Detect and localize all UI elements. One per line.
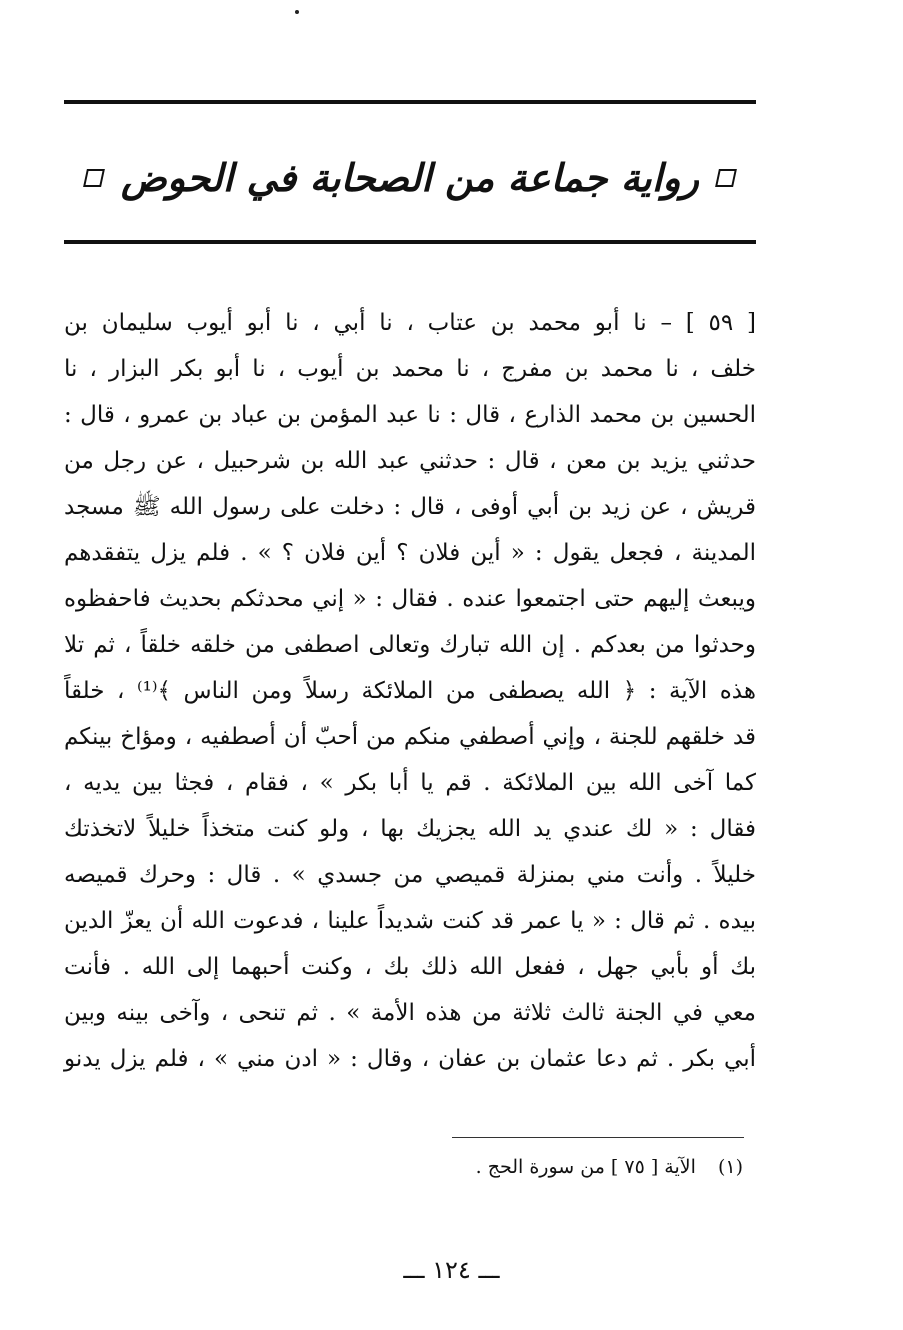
text-line: هذه الآية : ﴿ الله يصطفى من الملائكة رسلاً ومن الناس ﴾⁽¹⁾ ، خلقاً bbox=[64, 678, 756, 704]
footnote-text: الآية [ ٧٥ ] من سورة الحج . bbox=[475, 1156, 696, 1178]
heading-bottom-rule bbox=[64, 240, 756, 244]
hadith-text bbox=[64, 300, 756, 1082]
text-line: [ ٥٩ ] – نا أبو محمد بن عتاب ، نا أبي ، نا أبو أيوب سليمان بن bbox=[64, 310, 756, 336]
text-line: المدينة ، فجعل يقول : « أين فلان ؟ أين فلان ؟ » . فلم يزل يتفقدهم bbox=[64, 540, 756, 566]
text-line: كما آخى الله بين الملائكة . قم يا أبا بكر » ، فقام ، فجثا بين يديه ، bbox=[64, 770, 756, 796]
text-line: الحسين بن محمد الذارع ، قال : نا عبد المؤمن بن عباد بن عمرو ، قال : bbox=[64, 402, 756, 428]
text-line: قريش ، عن زيد بن أبي أوفى ، قال : دخلت على رسول الله ﷺ مسجد bbox=[64, 494, 756, 520]
chapter-heading bbox=[64, 138, 756, 218]
footnote-number: (١) bbox=[717, 1156, 743, 1178]
text-line: بك أو بأبي جهل ، ففعل الله ذلك بك ، وكنت أحبهما إلى الله . فأنت bbox=[64, 954, 756, 980]
text-line: خليلاً . وأنت مني بمنزلة قميصي من جسدي » . قال : وحرك قميصه bbox=[64, 862, 756, 888]
chapter-title: رواية جماعة من الصحابة في الحوض bbox=[121, 156, 699, 200]
footnote bbox=[476, 1150, 743, 1184]
page-number: ـــ ١٢٤ ـــ bbox=[403, 1256, 500, 1284]
text-line: حدثني يزيد بن معن ، قال : حدثني عبد الله بن شرحبيل ، عن رجل من bbox=[64, 448, 756, 474]
text-line: خلف ، نا محمد بن مفرج ، نا محمد بن أيوب ، نا أبو بكر البزار ، نا bbox=[64, 356, 756, 382]
page-speck bbox=[295, 10, 299, 14]
text-line: فقال : « لك عندي يد الله يجزيك بها ، ولو كنت متخذاً خليلاً لاتخذتك bbox=[64, 816, 756, 842]
footnote-separator bbox=[452, 1137, 744, 1138]
text-line: وحدثوا من بعدكم . إن الله تبارك وتعالى اصطفى من خلقه خلقاً ، ثم تلا bbox=[64, 632, 756, 658]
heading-square-icon bbox=[83, 169, 105, 187]
text-line: بيده . ثم قال : « يا عمر قد كنت شديداً علينا ، فدعوت الله أن يعزّ الدين bbox=[64, 908, 757, 934]
heading-top-rule bbox=[64, 100, 756, 104]
text-line: قد خلقهم للجنة ، وإني أصطفي منكم من أحبّ أن أصطفيه ، ومؤاخ بينكم bbox=[64, 724, 756, 750]
text-line: معي في الجنة ثالث ثلاثة من هذه الأمة » . ثم تنحى ، وآخى بينه وبين bbox=[64, 1000, 756, 1026]
heading-square-icon bbox=[715, 169, 737, 187]
text-line: أبي بكر . ثم دعا عثمان بن عفان ، وقال : « ادن مني » ، فلم يزل يدنو bbox=[64, 1046, 756, 1072]
text-line: ويبعث إليهم حتى اجتمعوا عنده . فقال : « إني محدثكم بحديث فاحفظوه bbox=[64, 586, 756, 612]
